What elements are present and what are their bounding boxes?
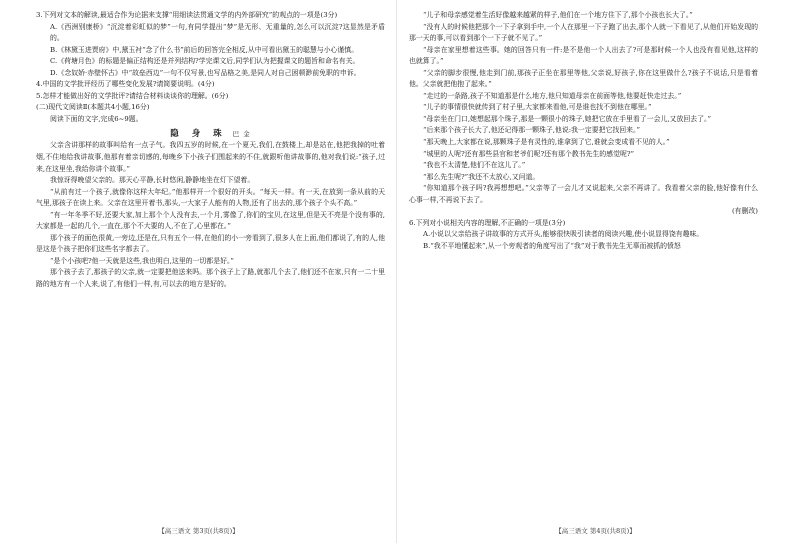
- story-paragraph: 那个孩子去了,那孩子的父亲,就一定要把他送来吗。那个孩子上了路,就那几个去了,他们还不在家,只有一二十里路的地方有一个人来,说了,有他们一样,有,可以去的地方是好的。: [36, 268, 385, 289]
- q3-option-d: D.《念奴娇·赤壁怀古》中“故垒西边”一句不仅写景,也写品格之美,是同人对自己困顿渺前免职的申诉。: [50, 68, 361, 77]
- story-paragraph: “母亲在家里想着这些事。她的回答只有一件:是不是他一个人出去了?可是那时候一个人也没有看见他,这样的也就算了。”: [409, 45, 758, 66]
- story-paragraph: “儿子和母亲感觉着生活好像越来越紧的样子,他们在一个地方住下了,那个小孩也长大了。”: [423, 11, 693, 19]
- story-paragraph: “从前有过一个孩子,就像你这样大年纪。”他那样开一个很好的开头。“每天一样。有一天,在放到一条从前的天气里,那孩子在读上来。父亲在这里开着书,那头,一大家子人能有的人物,还有了出去的,那个孩子个头不高。”: [36, 187, 385, 208]
- story-paragraph: “没有人的时候他把那个一下子拿到手中,一个人在那里一下子跑了出去,那个人就一下看见了,从他们开始发现的那一天的事,可以看到那个一下子就不见了。”: [409, 22, 758, 43]
- q6-stem: 6.下列对小说相关内容的理解,不正确的一项是(3分): [409, 218, 566, 227]
- q5: 5.怎样才能做出好的文学批评?请结合材料谈谈你的理解。(6分): [36, 91, 229, 100]
- story-paragraph: “是个小孩吧?他一天就是这些,我也明白,这里的一切都是好。”: [50, 256, 234, 265]
- story-paragraph: “走过的一条路,孩子不知道那是什么地方,他只知道母亲在前面等他,他要赶快走过去。”: [423, 91, 682, 100]
- story-paragraph: 那个孩子的面色很黄,一旁边,还是在,只有五个一样,在他们的小一旁看到了,很多人在上面,他们都说了,有的人,他是这是个孩子把你们这些名字都去了。: [36, 233, 385, 254]
- story-paragraph: 父亲含讲那样的故事叫给有一点子气。我四五岁的时候,在一个夏天,我们,在鼓楼上,却是站在,他把我掉的吐着烟,不住地给我讲故事,他那有着亲切感的,每晚乡下小孩子们围起来的不住,就跟听他讲故事的,他对我们说:“孩子,过来,在这里坐,我给你讲个故事。”: [36, 141, 385, 173]
- story-paragraph: 我惊讶得晚望父亲的。那天心平静,长时悠闲,静静地坐在灯下望着。: [50, 176, 255, 185]
- story-paragraph: “那么先生呢?”我还不太放心,又问道。: [423, 172, 540, 181]
- story-title: [36, 127, 385, 139]
- story-title-text: 隐 身 珠: [170, 129, 227, 140]
- story-author: 巴 金: [232, 130, 251, 139]
- q3-option-b: B.《林黛玉进贾府》中,黛玉衬“念了什么书”前后的回答完全相反,从中可看出黛玉的聪慧与小心谨慎。: [50, 45, 359, 54]
- story-paragraph: “我也不太清楚,他们不在这儿了。”: [423, 161, 526, 170]
- footer-text: 【高三语文 第4页(共8页)】: [555, 527, 636, 535]
- right-page: [397, 0, 794, 543]
- q4: 4.中国的文学批评经历了哪些变化发展?请简要说明。(4分): [36, 80, 215, 89]
- q3-option-c: C.《荷塘月色》的标题是偏正结构还是并列结构?学完课文后,同学们认为把握课文的题旨和命名有关。: [50, 57, 360, 66]
- story-paragraph: “有一年冬季不好,还要大家,加上那个个人没有去,一个月,雾像了,你们的宝贝,在这里,但是天不亮是个没有事的,大家都是一起的几个,一直在,那个不大要的人,不在了,心里都在。”: [36, 210, 385, 231]
- section-heading: (二)现代文阅读Ⅱ(本题共4小题,16分): [36, 103, 150, 112]
- story-paragraph: “母亲坐在门口,她想起那个珠子,那是一颗很小的珠子,她把它放在手里看了一会儿,又放回去了。”: [423, 114, 711, 123]
- story-paragraph: “儿子的事情很快就传到了村子里,大家都来看他,可是谁也找不到他在哪里。”: [423, 103, 652, 112]
- q6-option-a: A.小说以父亲给孩子讲故事的方式开头,能够很快吸引读者的阅读兴趣,使小说显得饶有趣味。: [423, 230, 704, 239]
- source-note: (有删改): [731, 207, 758, 216]
- story-paragraph: “你知道那个孩子吗?我再想想吧。”父亲等了一会儿才又说起来,父亲不再讲了。我看着父亲的脸,他好像有什么心事一样,不再说下去了。: [409, 184, 758, 204]
- page-footer-right: [397, 526, 794, 535]
- story-paragraph: “父亲的脚步很慢,他走到门前,那孩子正坐在那里等他,父亲说,好孩子,你在这里做什么?孩子不说话,只是看着他。父亲就把他抱了起来。”: [409, 68, 758, 89]
- q6-option-b: B.“我不平地懂起来”,从一个旁观者的角度写出了“我”对于教书先生无辜而被抓的愤怒: [423, 241, 681, 250]
- story-paragraph: “那天晚上,大家都在说,那颗珠子是有灵性的,谁拿到了它,谁就会变成看不见的人。”: [423, 138, 670, 147]
- q3-stem: 3.下列对文本的解读,最适合作为论据来支撑“用细读法贯通文学的内外部研究”的观点的一项是(3分): [36, 11, 338, 19]
- q3-option-a: A.《西洲别康桥》“沉淀着彩虹似的梦”一句,有同学提出“梦”是无形、无重量的,怎么可以沉淀?这显然是矛盾的。: [50, 22, 385, 43]
- footer-text: 【高三语文 第3页(共8页)】: [158, 527, 239, 535]
- reading-instruction: 阅读下面的文字,完成6~9题。: [50, 114, 143, 123]
- story-paragraph: “后来那个孩子长大了,他还记得那一颗珠子,他说:我一定要把它找回来。”: [423, 126, 641, 135]
- page-footer-left: [0, 526, 397, 535]
- story-paragraph: “城里的人呢?还有那些县官和老爷们呢?还有那个教书先生的感觉呢?”: [423, 149, 635, 158]
